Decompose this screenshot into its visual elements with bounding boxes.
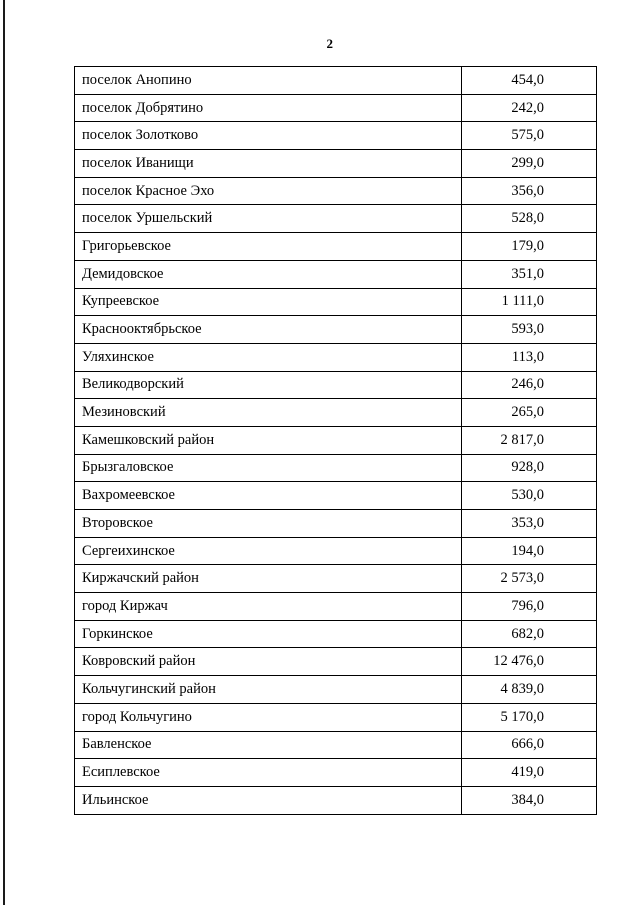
municipality-name-cell: Камешковский район [75,426,462,454]
municipality-name-cell: Бавленское [75,731,462,759]
municipality-name-cell: Уляхинское [75,343,462,371]
amount-cell: 351,0 [462,260,597,288]
municipality-name-cell: город Кольчугино [75,703,462,731]
table-row [75,426,597,454]
amount-cell: 242,0 [462,94,597,122]
table-row [75,94,597,122]
table-row [75,233,597,261]
amount-cell: 194,0 [462,537,597,565]
table-row [75,759,597,787]
municipality-name-cell: поселок Уршельский [75,205,462,233]
table-row [75,316,597,344]
table-row [75,565,597,593]
amount-cell: 356,0 [462,177,597,205]
amount-cell: 419,0 [462,759,597,787]
amount-cell: 682,0 [462,620,597,648]
municipality-name-cell: Киржачский район [75,565,462,593]
table-row [75,731,597,759]
amount-cell: 353,0 [462,510,597,538]
municipality-name-cell: поселок Анопино [75,67,462,95]
table-row [75,786,597,814]
municipality-name-cell: поселок Добрятино [75,94,462,122]
table-row [75,343,597,371]
amount-cell: 12 476,0 [462,648,597,676]
table-row [75,122,597,150]
municipality-name-cell: Ковровский район [75,648,462,676]
amount-cell: 2 573,0 [462,565,597,593]
table-row [75,399,597,427]
municipality-name-cell: Григорьевское [75,233,462,261]
municipality-name-cell: Вахромеевское [75,482,462,510]
table-row [75,150,597,178]
municipality-name-cell: Брызгаловское [75,454,462,482]
amount-cell: 666,0 [462,731,597,759]
amount-cell: 299,0 [462,150,597,178]
table-row [75,371,597,399]
amount-cell: 246,0 [462,371,597,399]
table-row [75,67,597,95]
municipality-name-cell: Купреевское [75,288,462,316]
municipality-name-cell: Демидовское [75,260,462,288]
municipality-name-cell: город Киржач [75,593,462,621]
table-row [75,648,597,676]
amount-cell: 384,0 [462,786,597,814]
municipality-name-cell: Кольчугинский район [75,676,462,704]
amount-cell: 593,0 [462,316,597,344]
table-row [75,620,597,648]
amount-cell: 179,0 [462,233,597,261]
municipality-name-cell: поселок Золотково [75,122,462,150]
table-row [75,593,597,621]
amount-cell: 454,0 [462,67,597,95]
amount-cell: 4 839,0 [462,676,597,704]
amount-cell: 796,0 [462,593,597,621]
municipality-name-cell: Великодворский [75,371,462,399]
table-row [75,537,597,565]
amount-cell: 113,0 [462,343,597,371]
table-row [75,482,597,510]
page-number: 2 [326,36,334,51]
table-row [75,260,597,288]
municipality-name-cell: поселок Иванищи [75,150,462,178]
amount-cell: 528,0 [462,205,597,233]
amount-cell: 2 817,0 [462,426,597,454]
table-row [75,676,597,704]
municipality-name-cell: Краснооктябрьское [75,316,462,344]
amount-cell: 575,0 [462,122,597,150]
municipality-name-cell: Горкинское [75,620,462,648]
amount-cell: 928,0 [462,454,597,482]
amount-cell: 5 170,0 [462,703,597,731]
allocation-table [74,66,597,815]
municipality-name-cell: Второвское [75,510,462,538]
table-row [75,177,597,205]
municipality-name-cell: Ильинское [75,786,462,814]
table-row [75,510,597,538]
amount-cell: 265,0 [462,399,597,427]
amount-cell: 530,0 [462,482,597,510]
table-row [75,454,597,482]
municipality-name-cell: Сергеихинское [75,537,462,565]
scan-edge-line [3,0,5,905]
table-row [75,288,597,316]
table-row [75,205,597,233]
municipality-name-cell: Мезиновский [75,399,462,427]
municipality-name-cell: поселок Красное Эхо [75,177,462,205]
amount-cell: 1 111,0 [462,288,597,316]
municipality-name-cell: Есиплевское [75,759,462,787]
table-body [75,67,597,815]
table-row [75,703,597,731]
